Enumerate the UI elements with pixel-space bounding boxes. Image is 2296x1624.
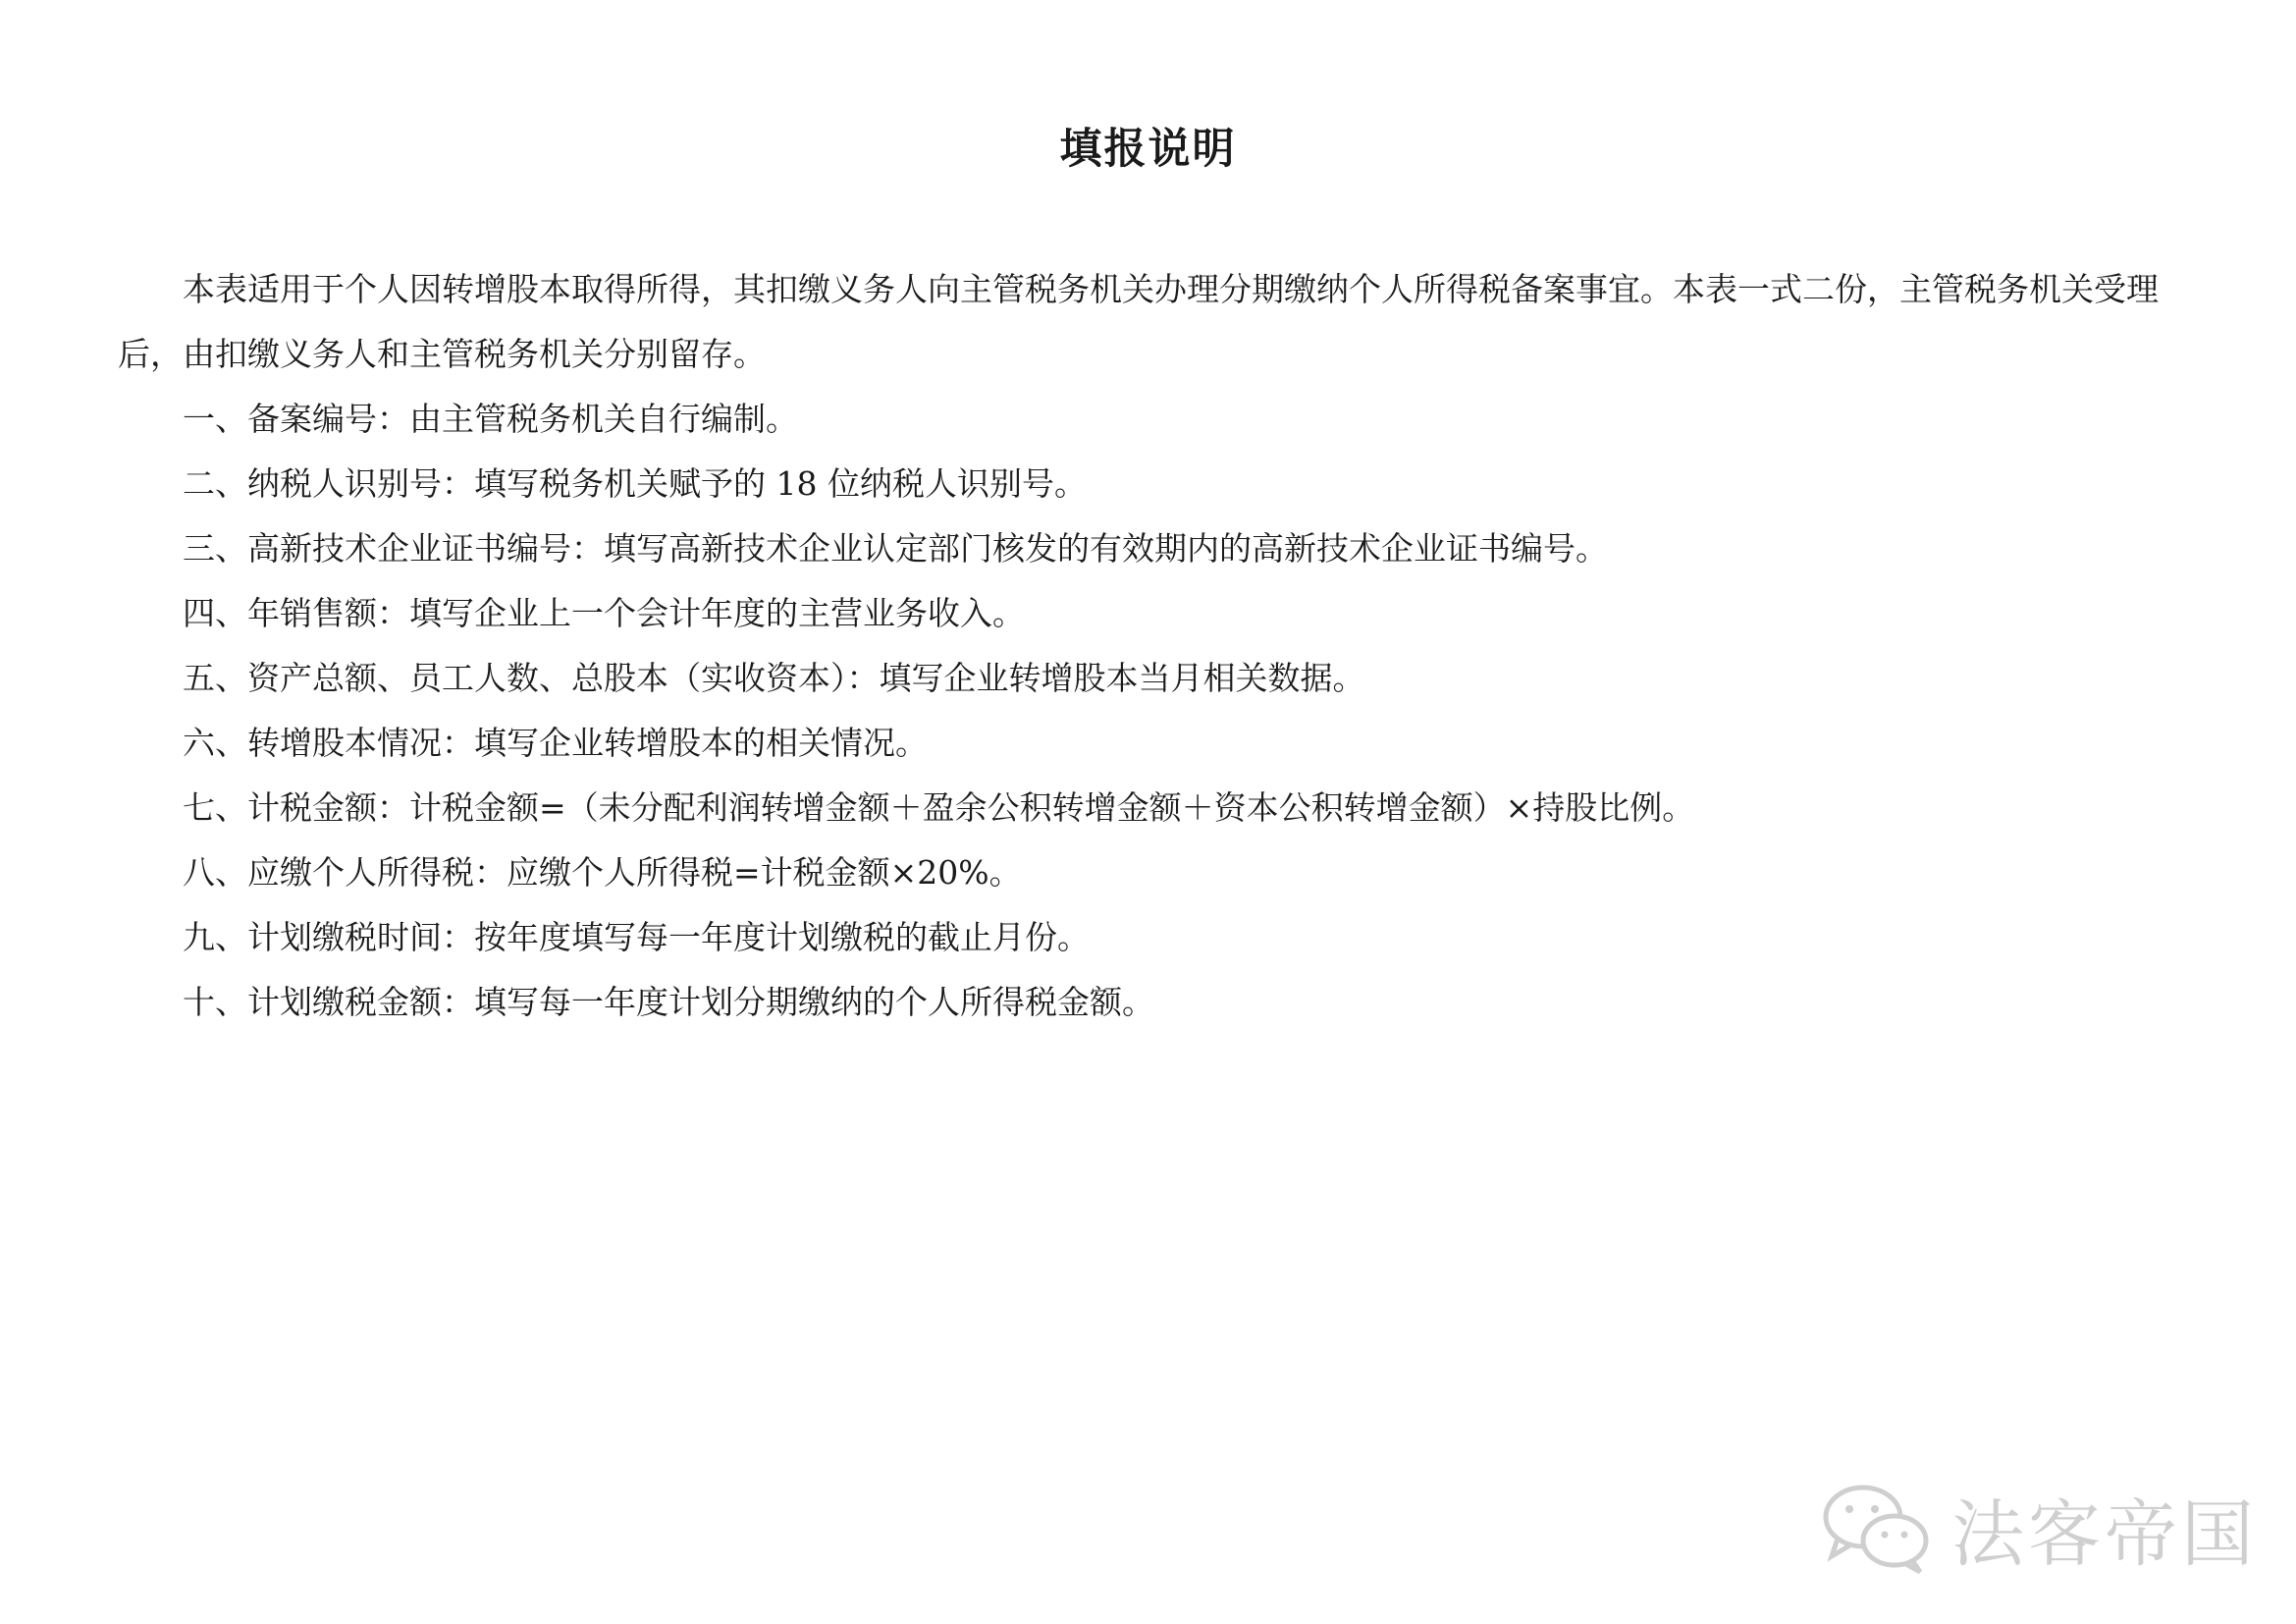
list-item: 一、备案编号：由主管税务机关自行编制。 <box>183 400 798 438</box>
list-item: 八、应缴个人所得税：应缴个人所得税=计税金额×20%。 <box>183 853 1022 892</box>
list-item: 四、年销售额：填写企业上一个会计年度的主营业务收入。 <box>183 594 1025 632</box>
wechat-icon <box>1818 1478 1934 1580</box>
page-title: 填报说明 <box>1059 125 1237 174</box>
list-item: 二、纳税人识别号：填写税务机关赋予的 18 位纳税人识别号。 <box>183 464 1087 503</box>
list-item: 七、计税金额：计税金额=（未分配利润转增金额＋盈余公积转增金额＋资本公积转增金额）×持股比例。 <box>183 788 1695 827</box>
instructions-body <box>118 257 2199 1035</box>
list-item: 五、资产总额、员工人数、总股本（实收资本）：填写企业转增股本当月相关数据。 <box>183 659 1365 697</box>
list-item: 十、计划缴税金额：填写每一年度计划分期缴纳的个人所得税金额。 <box>183 983 1154 1021</box>
watermark-text: 法客帝国 <box>1951 1492 2258 1577</box>
watermark <box>1818 1475 2258 1583</box>
list-item: 九、计划缴税时间：按年度填写每一年度计划缴税的截止月份。 <box>183 918 1090 956</box>
intro-paragraph: 本表适用于个人因转增股本取得所得，其扣缴义务人向主管税务机关办理分期缴纳个人所得税备案事宜。本表一式二份，主管税务机关受理后，由扣缴义务人和主管税务机关分别留存。 <box>118 270 2159 373</box>
list-item: 三、高新技术企业证书编号：填写高新技术企业认定部门核发的有效期内的高新技术企业证书编号。 <box>183 529 1608 568</box>
list-item: 六、转增股本情况：填写企业转增股本的相关情况。 <box>183 724 928 762</box>
